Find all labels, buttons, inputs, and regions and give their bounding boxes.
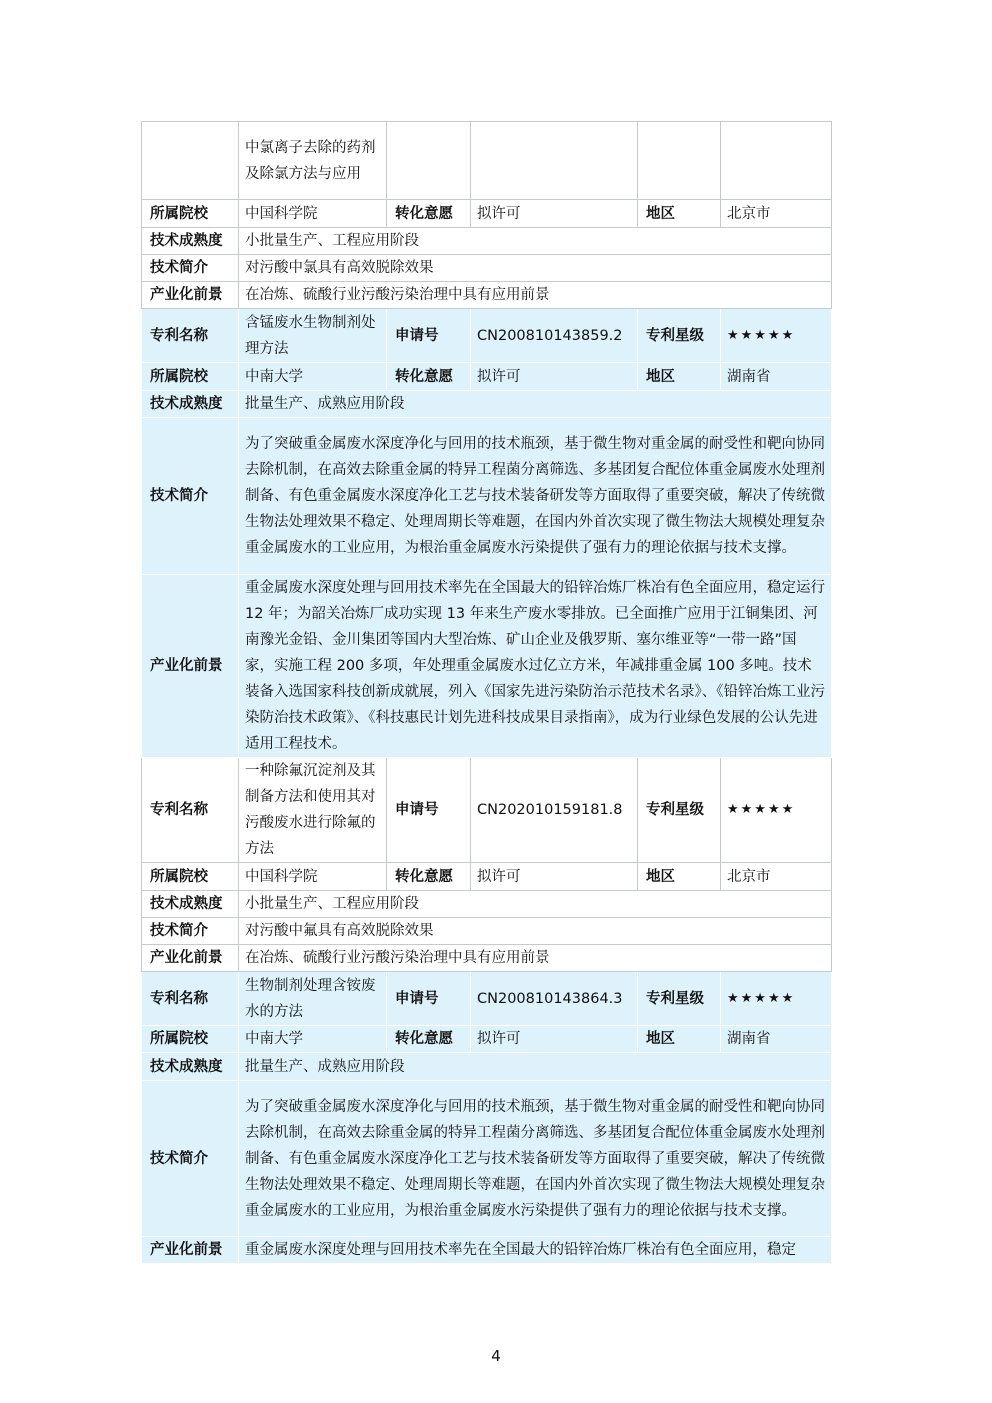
institution: 中国科学院 [239,200,387,228]
table-row [142,282,832,309]
table-row [142,363,832,391]
table-row [142,758,832,863]
empty-cell [638,122,721,200]
patent-rating-stars: ★★★★★ [721,758,832,863]
table-row [142,891,832,918]
region: 湖南省 [721,1026,832,1053]
label-prospect: 产业化前景 [142,1237,239,1264]
maturity-text: 小批量生产、工程应用阶段 [239,228,832,255]
label-prospect: 产业化前景 [142,282,239,309]
label-transfer-intent: 转化意愿 [387,200,471,228]
transfer-intent: 拟许可 [471,1026,638,1053]
summary-text: 对污酸中氯具有高效脱除效果 [239,255,832,282]
prospect-text: 重金属废水深度处理与回用技术率先在全国最大的铅锌冶炼厂株冶有色全面应用，稳定 [239,1237,832,1264]
label-empty [142,122,239,200]
patent-rating-stars: ★★★★★ [721,972,832,1026]
summary-text: 为了突破重金属废水深度净化与回用的技术瓶颈，基于微生物对重金属的耐受性和靶向协同去除机制，在高效去除重金属的特异工程菌分离筛选、多基团复合配位体重金属废水处理剂制备、有色重金属废水深度净化工艺与技术装备研发等方面取得了重要突破，解决了传统微生物法处理效果不稳定、处理周期长等难题，在国内外首次实现了微生物法大规模处理复杂重金属废水的工业应用，为根治重金属废水污染提供了强有力的理论依据与技术支撑。 [239,418,832,575]
label-region: 地区 [638,200,721,228]
label-transfer-intent: 转化意愿 [387,1026,471,1053]
label-summary: 技术简介 [142,418,239,575]
label-application-no: 申请号 [387,758,471,863]
table-row [142,200,832,228]
label-patent-name: 专利名称 [142,758,239,863]
maturity-text: 批量生产、成熟应用阶段 [239,391,832,418]
patent-rating-stars: ★★★★★ [721,309,832,363]
institution: 中国科学院 [239,863,387,891]
label-patent-rating: 专利星级 [638,309,721,363]
table-row [142,1053,832,1081]
label-institution: 所属院校 [142,863,239,891]
table-row [142,255,832,282]
prospect-text: 重金属废水深度处理与回用技术率先在全国最大的铅锌冶炼厂株冶有色全面应用，稳定运行 12 年；为韶关冶炼厂成功实现 13 年来生产废水零排放。已全面推广应用于江铜集团、河南豫光金铅、金川集团等国内大型冶炼、矿山企业及俄罗斯、塞尔维亚等“一带一路”国家，实施工程 200 多项，年处理重金属废水过亿立方米，年减排重金属 100 多吨。技术装备入选国家科技创新成就展，列入《国家先进污染防治示范技术名录》、《铅锌冶炼工业污染防治技术政策》、《科技惠民计划先进科技成果目录指南》，成为行业绿色发展的公认先进适用工程技术。 [239,575,832,758]
label-summary: 技术简介 [142,1081,239,1237]
patent-name: 生物制剂处理含铵废水的方法 [239,972,387,1026]
table-row [142,918,832,945]
table-row [142,1081,832,1237]
patent-name: 中氯离子去除的药剂及除氯方法与应用 [239,122,387,200]
label-region: 地区 [638,363,721,391]
empty-cell [387,122,471,200]
table-row [142,1237,832,1264]
label-maturity: 技术成熟度 [142,1053,239,1081]
transfer-intent: 拟许可 [471,363,638,391]
label-transfer-intent: 转化意愿 [387,363,471,391]
label-maturity: 技术成熟度 [142,228,239,255]
application-no: CN202010159181.8 [471,758,638,863]
institution: 中南大学 [239,1026,387,1053]
prospect-text: 在冶炼、硫酸行业污酸污染治理中具有应用前景 [239,282,832,309]
label-patent-rating: 专利星级 [638,972,721,1026]
prospect-text: 在冶炼、硫酸行业污酸污染治理中具有应用前景 [239,945,832,972]
patent-table [141,121,832,1264]
label-prospect: 产业化前景 [142,945,239,972]
empty-cell [721,122,832,200]
maturity-text: 小批量生产、工程应用阶段 [239,891,832,918]
label-region: 地区 [638,1026,721,1053]
label-application-no: 申请号 [387,309,471,363]
region: 北京市 [721,863,832,891]
label-application-no: 申请号 [387,972,471,1026]
institution: 中南大学 [239,363,387,391]
label-transfer-intent: 转化意愿 [387,863,471,891]
table-row [142,391,832,418]
label-patent-rating: 专利星级 [638,758,721,863]
label-institution: 所属院校 [142,1026,239,1053]
table-row [142,863,832,891]
transfer-intent: 拟许可 [471,200,638,228]
table-row [142,972,832,1026]
patent-name: 一种除氟沉淀剂及其制备方法和使用其对污酸废水进行除氟的方法 [239,758,387,863]
table-row [142,1026,832,1053]
label-prospect: 产业化前景 [142,575,239,758]
summary-text: 为了突破重金属废水深度净化与回用的技术瓶颈，基于微生物对重金属的耐受性和靶向协同去除机制，在高效去除重金属的特异工程菌分离筛选、多基团复合配位体重金属废水处理剂制备、有色重金属废水深度净化工艺与技术装备研发等方面取得了重要突破，解决了传统微生物法处理效果不稳定、处理周期长等难题，在国内外首次实现了微生物法大规模处理复杂重金属废水的工业应用，为根治重金属废水污染提供了强有力的理论依据与技术支撑。 [239,1081,832,1237]
table-row [142,228,832,255]
table-row [142,945,832,972]
transfer-intent: 拟许可 [471,863,638,891]
table-row [142,575,832,758]
region: 北京市 [721,200,832,228]
table-row [142,309,832,363]
label-region: 地区 [638,863,721,891]
label-patent-name: 专利名称 [142,972,239,1026]
patent-name: 含锰废水生物制剂处理方法 [239,309,387,363]
summary-text: 对污酸中氟具有高效脱除效果 [239,918,832,945]
table-row [142,122,832,200]
maturity-text: 批量生产、成熟应用阶段 [239,1053,832,1081]
page-number: 4 [491,1347,501,1365]
label-summary: 技术简介 [142,255,239,282]
empty-cell [471,122,638,200]
label-summary: 技术简介 [142,918,239,945]
label-maturity: 技术成熟度 [142,391,239,418]
region: 湖南省 [721,363,832,391]
label-institution: 所属院校 [142,200,239,228]
application-no: CN200810143859.2 [471,309,638,363]
label-maturity: 技术成熟度 [142,891,239,918]
application-no: CN200810143864.3 [471,972,638,1026]
table-row [142,418,832,575]
label-institution: 所属院校 [142,363,239,391]
label-patent-name: 专利名称 [142,309,239,363]
